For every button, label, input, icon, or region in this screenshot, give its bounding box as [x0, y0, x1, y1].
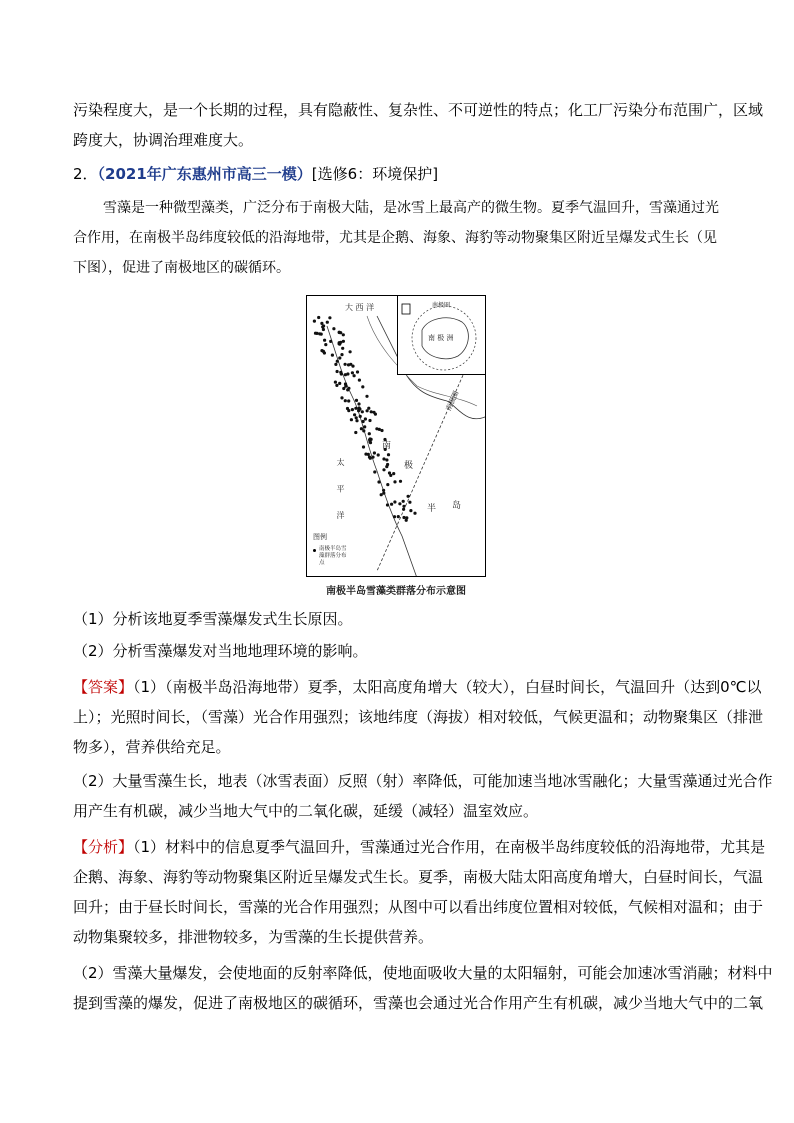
algae-point — [377, 453, 380, 456]
algae-point — [386, 483, 389, 486]
algae-point — [386, 503, 389, 506]
algae-point — [324, 343, 327, 346]
algae-point — [340, 396, 343, 399]
algae-point — [329, 340, 332, 343]
algae-point — [398, 502, 401, 505]
algae-point — [357, 402, 360, 405]
algae-point — [358, 379, 361, 382]
algae-point — [341, 347, 344, 350]
label-peninsula-4: 岛 — [452, 501, 462, 511]
algae-point — [338, 382, 341, 385]
algae-point — [336, 370, 339, 373]
legend-item: 南极半岛雪藻群落分布点 — [319, 546, 347, 566]
algae-point — [350, 418, 353, 421]
label-atlantic: 大 西 洋 — [345, 303, 375, 312]
algae-point — [374, 413, 377, 416]
algae-point — [347, 363, 350, 366]
algae-point — [338, 342, 341, 345]
material-line-1: 雪藻是一种微型藻类，广泛分布于南极大陆，是冰雪上最高产的微生物。夏季气温回升，雪藻通过光 — [103, 200, 719, 216]
algae-point — [353, 413, 356, 416]
algae-point — [385, 458, 388, 461]
label-peninsula-3: 半 — [427, 504, 437, 514]
analysis-line-2: 企鹅、海象、海豹等动物聚集区附近呈爆发式生长。夏季，南极大陆太阳高度角增大，白昼时间长，气温 — [73, 868, 764, 886]
algae-point — [332, 327, 335, 330]
map-legend — [313, 532, 373, 567]
algae-point — [346, 407, 349, 410]
algae-point — [320, 322, 323, 325]
algae-point — [409, 509, 412, 512]
algae-point — [365, 395, 368, 398]
algae-point — [357, 409, 360, 412]
algae-point — [338, 331, 341, 334]
algae-point — [336, 360, 339, 363]
answer-text-1: （1）（南极半岛沿海地带）夏季，太阳高度角增大（较大），白昼时间长，气温回升（达到0℃以 — [133, 678, 762, 696]
algae-point — [382, 489, 385, 492]
algae-point — [368, 432, 371, 435]
algae-point — [390, 503, 393, 506]
sub-question-1: （1）分析该地夏季雪藻爆发式生长原因。 — [73, 610, 353, 628]
answer-line-1 — [73, 676, 761, 698]
algae-point — [362, 429, 365, 432]
algae-point — [342, 333, 345, 336]
label-antarctic-circle: 南极圈 — [444, 389, 461, 413]
algae-point — [393, 480, 396, 483]
algae-point — [334, 363, 337, 366]
algae-point — [380, 493, 383, 496]
analysis-line-3: 回升；由于昼长时间长，雪藻的光合作用强烈；从图中可以看出纬度位置相对较低，气候相对温和；由于 — [73, 898, 764, 916]
algae-point — [353, 374, 356, 377]
algae-point — [361, 385, 364, 388]
algae-point — [351, 408, 354, 411]
algae-point — [315, 332, 318, 335]
algae-point — [320, 349, 323, 352]
algae-point — [382, 457, 385, 460]
analysis-tag: 【分析】 — [73, 838, 134, 856]
label-pacific: 太 平 洋 — [336, 458, 345, 528]
algae-point — [347, 387, 350, 390]
material-line-3: 下图），促进了南极地区的碳循环。 — [73, 260, 290, 276]
algae-point — [364, 417, 367, 420]
inset-continent-label: 南 极 洲 — [428, 334, 454, 342]
answer-line-3: 物多），营养供给充足。 — [73, 738, 231, 756]
algae-point — [358, 406, 361, 409]
algae-point — [362, 445, 365, 448]
algae-point — [355, 399, 358, 402]
algae-point — [413, 512, 416, 515]
algae-point — [356, 370, 359, 373]
algae-point — [382, 468, 385, 471]
algae-point — [377, 480, 380, 483]
algae-point — [368, 419, 371, 422]
answer-line-2: 上）；光照时间长，（雪藻）光合作用强烈；该地纬度（海拔）相对较低，气候更温和；动物聚集区（排泄 — [73, 708, 764, 726]
analysis-line-4: 动物集聚较多，排泄物较多，为雪藻的生长提供营养。 — [73, 928, 434, 946]
question-header — [73, 163, 438, 185]
algae-point — [393, 500, 396, 503]
algae-point — [360, 427, 363, 430]
algae-point — [354, 431, 357, 434]
algae-point — [402, 508, 405, 511]
analysis-line-6: 提到雪藻的爆发，促进了南极地区的碳循环，雪藻也会通过光合作用产生有机碳，减少当地大气中的二氧 — [73, 994, 764, 1012]
algae-point — [393, 515, 396, 518]
algae-point — [347, 399, 350, 402]
algae-point — [370, 410, 373, 413]
inset-circle-label: 南极圈 — [432, 302, 451, 309]
algae-point — [351, 371, 354, 374]
algae-point — [317, 316, 320, 319]
algae-point — [320, 333, 323, 336]
algae-point — [340, 372, 343, 375]
algae-point — [346, 372, 349, 375]
legend-dot-icon — [313, 549, 316, 552]
algae-point — [373, 470, 376, 473]
intro-line-1: 污染程度大，是一个长期的过程，具有隐蔽性、复杂性、不可逆性的特点；化工厂污染分布范围广，区域 — [73, 101, 764, 119]
answer-tag: 【答案】 — [73, 678, 134, 696]
algae-point — [359, 415, 362, 418]
answer-line-4: （2）大量雪藻生长，地表（冰雪表面）反照（射）率降低，可能加速当地冰雪融化；大量雪藻通过光合作 — [73, 772, 773, 790]
algae-point — [313, 320, 316, 323]
algae-point — [328, 316, 331, 319]
material-line-2: 合作用，在南极半岛纬度较低的沿海地带，尤其是企鹅、海象、海豹等动物聚集区附近呈爆发式生长（见 — [73, 230, 717, 246]
algae-point — [380, 429, 383, 432]
analysis-line-5: （2）雪藻大量爆发，会使地面的反射率降低，使地面吸收大量的太阳辐射，可能会加速冰雪消融；材料中 — [73, 964, 773, 982]
map-figure — [306, 295, 486, 577]
algae-point — [405, 516, 408, 519]
algae-point — [335, 384, 338, 387]
algae-point — [397, 515, 400, 518]
algae-point — [355, 419, 358, 422]
algae-point — [407, 495, 410, 498]
algae-point — [331, 354, 334, 357]
algae-point — [408, 501, 411, 504]
algae-point — [399, 480, 402, 483]
label-peninsula-1: 南 — [382, 441, 392, 451]
algae-point — [321, 325, 324, 328]
algae-point — [367, 453, 370, 456]
algae-point — [342, 340, 345, 343]
algae-point — [334, 381, 337, 384]
algae-point — [402, 500, 405, 503]
question-number: 2． — [73, 165, 98, 183]
algae-point — [363, 425, 366, 428]
algae-point — [369, 457, 372, 460]
label-peninsula-2: 极 — [404, 461, 414, 471]
figure-caption: 南极半岛雪藻类群落分布示意图 — [326, 586, 466, 597]
question-source: （2021年广东惠州市高三一模） — [97, 165, 312, 183]
sub-question-2: （2）分析雪藻爆发对当地地理环境的影响。 — [73, 642, 368, 660]
inset-locator-box — [402, 304, 410, 314]
algae-point — [354, 407, 357, 410]
algae-point — [366, 409, 369, 412]
algae-point — [387, 453, 390, 456]
algae-point — [338, 356, 341, 359]
algae-point — [355, 416, 358, 419]
algae-point — [349, 350, 352, 353]
algae-point — [323, 339, 326, 342]
algae-point — [362, 420, 365, 423]
algae-point — [368, 440, 371, 443]
algae-point — [402, 516, 405, 519]
inset-map — [397, 296, 485, 375]
algae-point — [344, 385, 347, 388]
algae-point — [373, 451, 376, 454]
question-topic: [选修6：环境保护] — [311, 165, 439, 183]
legend-title: 图例 — [313, 533, 327, 541]
algae-point — [326, 321, 329, 324]
algae-point — [340, 353, 343, 356]
answer-line-5: 用产生有机碳，减少当地大气中的二氧化碳，延缓（减轻）温室效应。 — [73, 802, 539, 820]
algae-point — [385, 465, 388, 468]
algae-point — [392, 472, 395, 475]
analysis-text-1: （1）材料中的信息夏季气温回升，雪藻通过光合作用，在南极半岛纬度较低的沿海地带，尤其是 — [133, 838, 766, 856]
algae-point — [344, 399, 347, 402]
algae-point — [402, 505, 405, 508]
algae-point — [361, 410, 364, 413]
algae-point — [344, 363, 347, 366]
intro-line-2: 跨度大，协调治理难度大。 — [73, 131, 254, 149]
analysis-line-1 — [73, 836, 765, 858]
algae-point — [388, 471, 391, 474]
